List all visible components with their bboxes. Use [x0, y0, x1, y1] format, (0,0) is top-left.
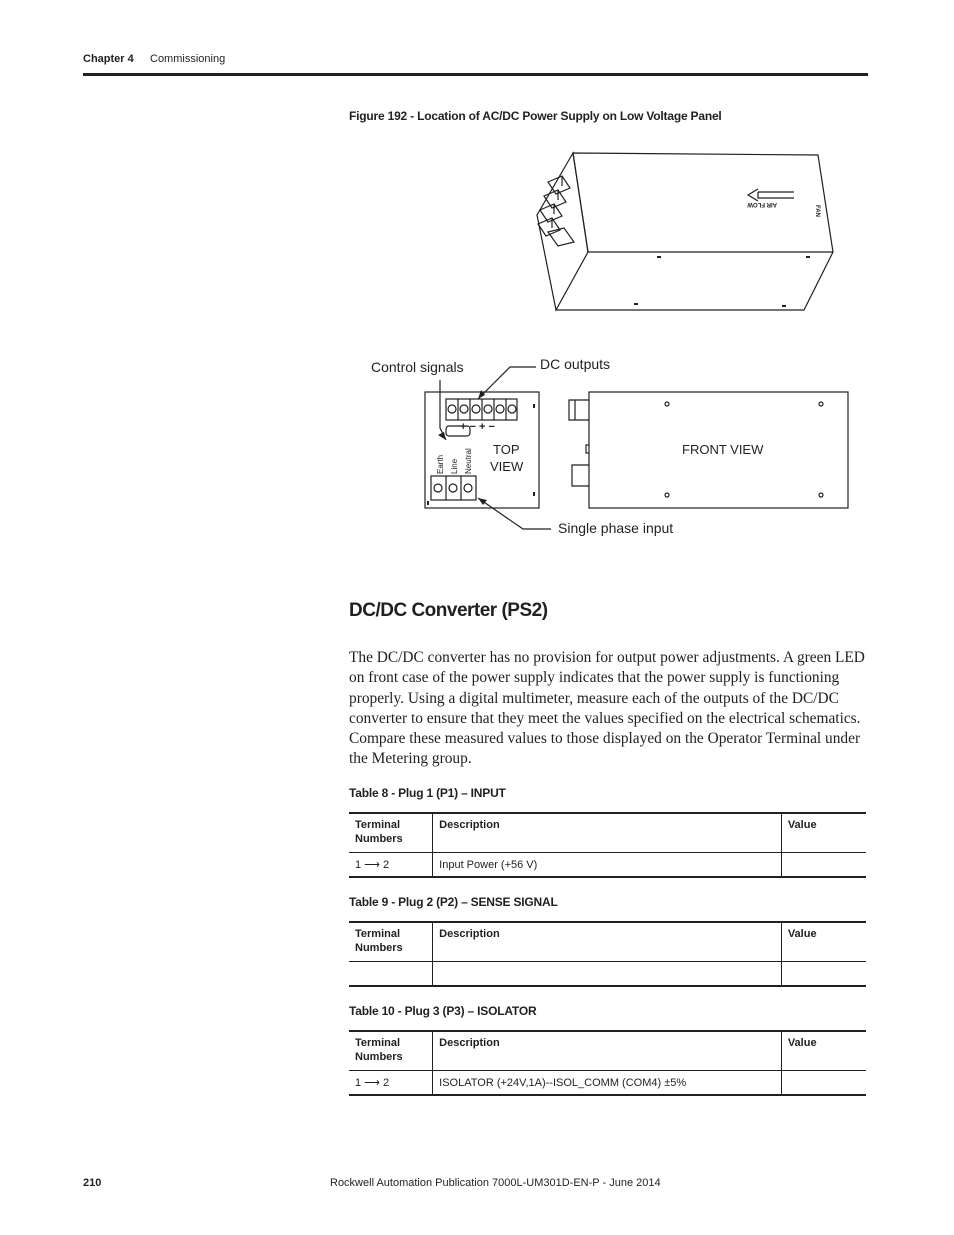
connector-blocks [538, 176, 574, 246]
air-flow-arrow [748, 189, 794, 201]
col-description: Description [433, 922, 782, 962]
section-heading: DC/DC Converter (PS2) [349, 600, 548, 621]
box-bottom-edge [556, 252, 833, 310]
col-terminal-numbers: Terminal Numbers [349, 813, 433, 853]
input-terminal-strip [431, 476, 476, 500]
cell-terminal: 1 ⟶ 2 [349, 1071, 433, 1096]
col-terminal-numbers: Terminal Numbers [349, 922, 433, 962]
control-signals-label: Control signals [371, 359, 464, 375]
table-10-caption: Table 10 - Plug 3 (P3) – ISOLATOR [349, 1004, 537, 1018]
line-text: Line [450, 458, 459, 474]
col-description: Description [433, 813, 782, 853]
header-rule [83, 73, 868, 76]
table-8 [349, 812, 866, 878]
cell-terminal: 1 ⟶ 2 [349, 853, 433, 878]
section-label: Commissioning [150, 53, 226, 65]
table-8-caption: Table 8 - Plug 1 (P1) – INPUT [349, 786, 506, 800]
cell-description: Input Power (+56 V) [433, 853, 782, 878]
table-10 [349, 1030, 866, 1096]
table-header-row [349, 813, 866, 853]
col-value: Value [781, 1031, 866, 1071]
dc-outputs-leader [478, 367, 536, 399]
air-flow-text: AIR FLOW [747, 201, 777, 207]
page-number: 210 [83, 1177, 102, 1189]
table-row [349, 853, 866, 878]
publication-footer: Rockwell Automation Publication 7000L-UM301D-EN-P - June 2014 [330, 1177, 661, 1189]
table-9-caption: Table 9 - Plug 2 (P2) – SENSE SIGNAL [349, 895, 558, 909]
figure-caption: Figure 192 - Location of AC/DC Power Supply on Low Voltage Panel [349, 109, 722, 123]
earth-text: Earth [436, 454, 445, 474]
front-connector-top [569, 400, 589, 420]
single-phase-leader [478, 498, 551, 529]
polarity-text: + − + − [460, 421, 495, 433]
top-view-text-1: TOP [493, 442, 520, 457]
box-top-face [573, 153, 833, 252]
table-header-row [349, 922, 866, 962]
cell-value [781, 962, 866, 987]
cell-terminal [349, 962, 433, 987]
chapter-label: Chapter 4 [83, 53, 134, 65]
dc-outputs-label: DC outputs [540, 356, 611, 372]
col-description: Description [433, 1031, 782, 1071]
top-view-text-2: VIEW [490, 459, 524, 474]
col-value: Value [781, 922, 866, 962]
power-supply-figure [349, 140, 869, 560]
front-view-text: FRONT VIEW [682, 442, 764, 457]
control-signals-leader [440, 380, 446, 440]
front-connector-bottom [572, 465, 589, 486]
table-header-row [349, 1031, 866, 1071]
cell-value [781, 1071, 866, 1096]
table-row [349, 962, 866, 987]
cell-description [433, 962, 782, 987]
fan-text: FAN [814, 205, 820, 217]
single-phase-input-label: Single phase input [558, 520, 674, 536]
cell-value [781, 853, 866, 878]
body-paragraph: The DC/DC converter has no provision for output power adjustments. A green LED on front case of the power supply indicates that the power supply is functioning properly. Using a digital multimeter, measure each of the outputs of the DC/DC converter to ensure that they meet the values specified on the electrical schematics. Compare these measured values to those displayed on the Operator Terminal under the Metering group. [349, 649, 865, 768]
cell-description: ISOLATOR (+24V,1A)--ISOL_COMM (COM4) ±5% [433, 1071, 782, 1096]
col-value: Value [781, 813, 866, 853]
col-terminal-numbers: Terminal Numbers [349, 1031, 433, 1071]
table-row [349, 1071, 866, 1096]
table-9 [349, 921, 866, 987]
neutral-text: Neutral [464, 448, 473, 474]
